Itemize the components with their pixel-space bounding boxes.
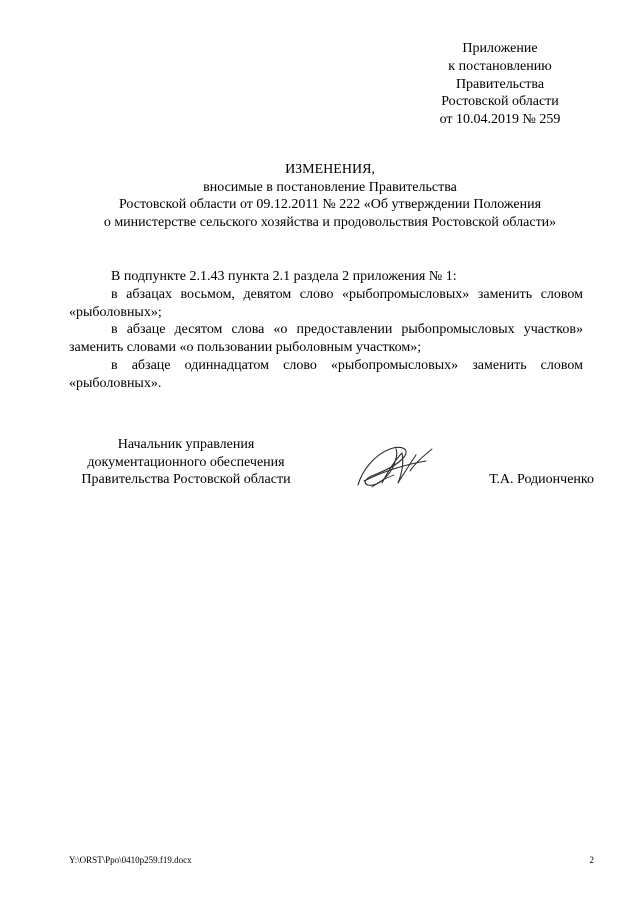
title-line: Ростовской области от 09.12.2011 № 222 «Об утверждении Положения [118, 197, 542, 212]
body-paragraph: в абзаце десятом слова «о предоставлении рыбопромысловых участков» заменить словами «о пользовании рыболовным участком»; [69, 322, 583, 356]
position-line: документационного обеспечения [87, 454, 285, 470]
footer-file-path: Y:\ORST\Ppo\0410p259.f19.docx [69, 855, 192, 865]
title-line: вносимые в постановление Правительства [203, 179, 457, 195]
appendix-header [418, 40, 582, 129]
appendix-line: от 10.04.2019 № 259 [439, 112, 561, 128]
document-body [69, 268, 583, 393]
appendix-line: Ростовской области [441, 94, 559, 110]
body-paragraph: в абзаце одиннадцатом слово «рыбопромысловых» заменить словом «рыболовных». [69, 357, 583, 391]
appendix-line: к постановлению [448, 58, 552, 74]
signatory-name: Т.А. Родионченко [489, 472, 594, 487]
body-paragraph: в абзацах восьмом, девятом слово «рыбопромысловых» заменить словом «рыболовных»; [69, 286, 583, 320]
title-heading: ИЗМЕНЕНИЯ, [285, 162, 375, 177]
body-paragraph: В подпункте 2.1.43 пункта 2.1 раздела 2 приложения № 1: [111, 269, 457, 284]
appendix-line: Правительства [455, 76, 545, 92]
handwritten-signature-icon [352, 441, 436, 493]
signatory-position [66, 436, 306, 489]
position-line: Начальник управления [117, 437, 255, 452]
position-line: Правительства Ростовской области [81, 472, 291, 487]
title-line: о министерстве сельского хозяйства и продовольствия Ростовской области» [103, 214, 557, 230]
appendix-line: Приложение [462, 41, 538, 56]
footer-page-number: 2 [589, 855, 594, 865]
document-title [60, 161, 600, 231]
